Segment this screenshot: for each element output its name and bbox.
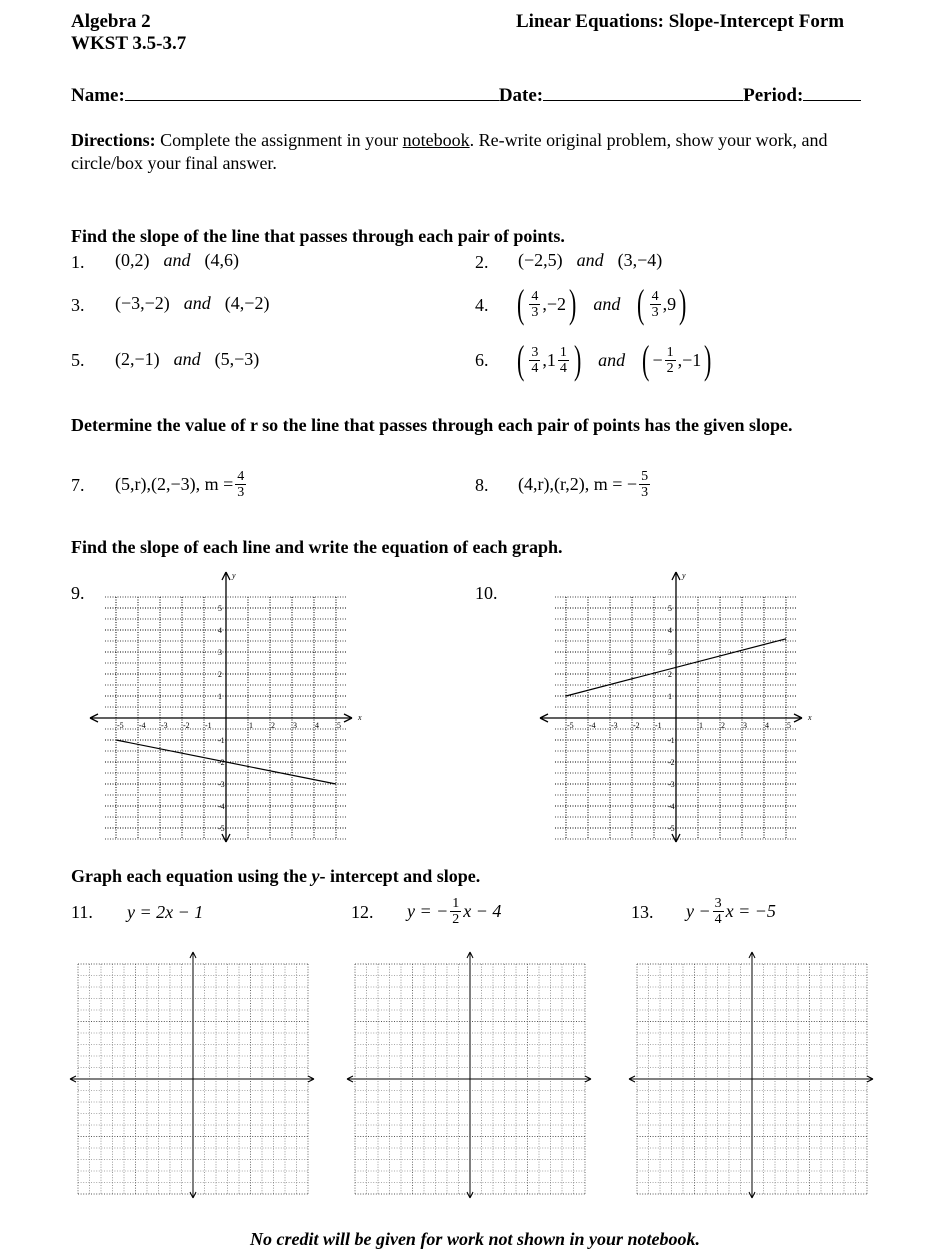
footer-note: No credit will be given for work not shown in your notebook.: [249, 1229, 701, 1249]
graph10-xtick-label: 1: [699, 721, 703, 730]
section1-title: Find the slope of the line that passes through each pair of points.: [71, 226, 565, 246]
graph10-ytick-label: -4: [668, 802, 675, 811]
problem-8-number: 8.: [475, 475, 489, 495]
graph10-ytick-label: 4: [668, 626, 672, 635]
problem-8: (4,r),(r,2), m = − $\frac{5}{3}$: [518, 468, 649, 500]
graph9-ytick-label: 3: [218, 648, 222, 657]
graph9-x-axis-label: x: [358, 713, 362, 722]
problem-3-number: 3.: [71, 295, 85, 315]
problem-12-number: 12.: [351, 902, 374, 922]
problem-1: (0,2) and (4,6): [115, 250, 239, 270]
section2-title: Determine the value of r so the line that passes through each pair of points has the given slope.: [71, 415, 793, 435]
graph9-xtick-label: 4: [315, 721, 319, 730]
problem-11-number: 11.: [71, 902, 93, 922]
problem-3: (−3,−2) and (4,−2): [115, 293, 270, 313]
problem-12-equation: y = − $\frac{1}{2}$ x − 4: [407, 895, 502, 927]
graph9-ytick-label: -5: [218, 824, 225, 833]
name-blank[interactable]: [125, 82, 499, 101]
problem-13-blank-grid[interactable]: [627, 950, 875, 1200]
problem-2-number: 2.: [475, 252, 489, 272]
graph10-x-axis-label: x: [808, 713, 812, 722]
graph9-ytick-label: -4: [218, 802, 225, 811]
problem-6: ( $\frac{3}{4}$ ,1 $\frac{1}{4}$ ) and ( − $\frac{1}{2}$ ,−1 ): [516, 337, 712, 382]
problem-4-number: 4.: [475, 295, 489, 315]
problem-7-number: 7.: [71, 475, 85, 495]
date-blank[interactable]: [543, 82, 743, 101]
student-info-row: [71, 82, 881, 107]
worksheet-topic: Linear Equations: Slope-Intercept Form: [516, 11, 845, 32]
worksheet-code: WKST 3.5-3.7: [71, 33, 187, 54]
graph10-ytick-label: 5: [668, 604, 672, 613]
section3-title: Find the slope of each line and write the equation of each graph.: [71, 537, 563, 557]
graph9-xtick-label: -3: [161, 721, 168, 730]
graph10-ytick-label: 3: [668, 648, 672, 657]
problem-12-blank-grid[interactable]: [345, 950, 593, 1200]
graph9-ytick-label: 5: [218, 604, 222, 613]
problem-11-blank-grid[interactable]: [68, 950, 316, 1200]
problem-6-number: 6.: [475, 350, 489, 370]
directions-label: Directions:: [71, 130, 156, 150]
problem-10-number: 10.: [475, 583, 498, 603]
problem-4: ( $\frac{4}{3}$ ,−2 ) and ( $\frac{4}{3}$ ,9 ): [516, 281, 687, 326]
graph10-ytick-label: 2: [668, 670, 672, 679]
graph9-xtick-label: 2: [271, 721, 275, 730]
problem-7: (5,r),(2,−3), m = $\frac{4}{3}$: [115, 468, 245, 500]
problem-10-graph: [536, 566, 816, 846]
graph9-ytick-label: 1: [218, 692, 222, 701]
graph9-xtick-label: -5: [117, 721, 124, 730]
graph10-xtick-label: -5: [567, 721, 574, 730]
graph10-xtick-label: 3: [743, 721, 747, 730]
name-label: Name:: [71, 85, 125, 106]
graph10-ytick-label: 1: [668, 692, 672, 701]
graph10-xtick-label: 2: [721, 721, 725, 730]
section4-title: Graph each equation using the y- intercept and slope.: [71, 866, 481, 886]
problem-9-graph: [86, 566, 366, 846]
graph9-ytick-label: 2: [218, 670, 222, 679]
graph9-xtick-label: -2: [183, 721, 190, 730]
graph9-ytick-label: 4: [218, 626, 222, 635]
problem-5: (2,−1) and (5,−3): [115, 349, 260, 369]
graph10-xtick-label: -1: [655, 721, 662, 730]
problem-5-number: 5.: [71, 350, 85, 370]
date-label: Date:: [498, 85, 544, 106]
graph9-ytick-label: -2: [218, 758, 225, 767]
problem-9-number: 9.: [71, 583, 85, 603]
graph9-xtick-label: 3: [293, 721, 297, 730]
problem-1-number: 1.: [71, 252, 85, 272]
graph10-xtick-label: -4: [589, 721, 596, 730]
problem-13-number: 13.: [631, 902, 654, 922]
graph9-xtick-label: -4: [139, 721, 146, 730]
course-title: Algebra 2: [71, 11, 151, 32]
graph10-y-axis-label: y: [682, 571, 686, 580]
graph9-ytick-label: -3: [218, 780, 225, 789]
problem-13-equation: y − $\frac{3}{4}$ x = −5: [686, 895, 776, 927]
problem-2: (−2,5) and (3,−4): [518, 250, 663, 270]
graph10-ytick-label: -1: [668, 736, 675, 745]
notebook-word: notebook: [402, 130, 470, 150]
graph10-xtick-label: 5: [787, 721, 791, 730]
graph10-xtick-label: 4: [765, 721, 769, 730]
graph9-ytick-label: -1: [218, 736, 225, 745]
graph10-xtick-label: -2: [633, 721, 640, 730]
period-blank[interactable]: [803, 82, 861, 101]
problem-11-equation: y = 2x − 1: [127, 902, 204, 922]
graph9-xtick-label: 5: [337, 721, 341, 730]
graph10-ytick-label: -5: [668, 824, 675, 833]
graph10-xtick-label: -3: [611, 721, 618, 730]
graph9-xtick-label: 1: [249, 721, 253, 730]
graph10-ytick-label: -2: [668, 758, 675, 767]
graph9-xtick-label: -1: [205, 721, 212, 730]
graph10-ytick-label: -3: [668, 780, 675, 789]
graph9-y-axis-label: y: [232, 571, 236, 580]
directions: Directions: Complete the assignment in your notebook. Re-write original problem, show your work, and circle/box your final answer.: [71, 130, 828, 173]
period-label: Period:: [743, 85, 804, 106]
